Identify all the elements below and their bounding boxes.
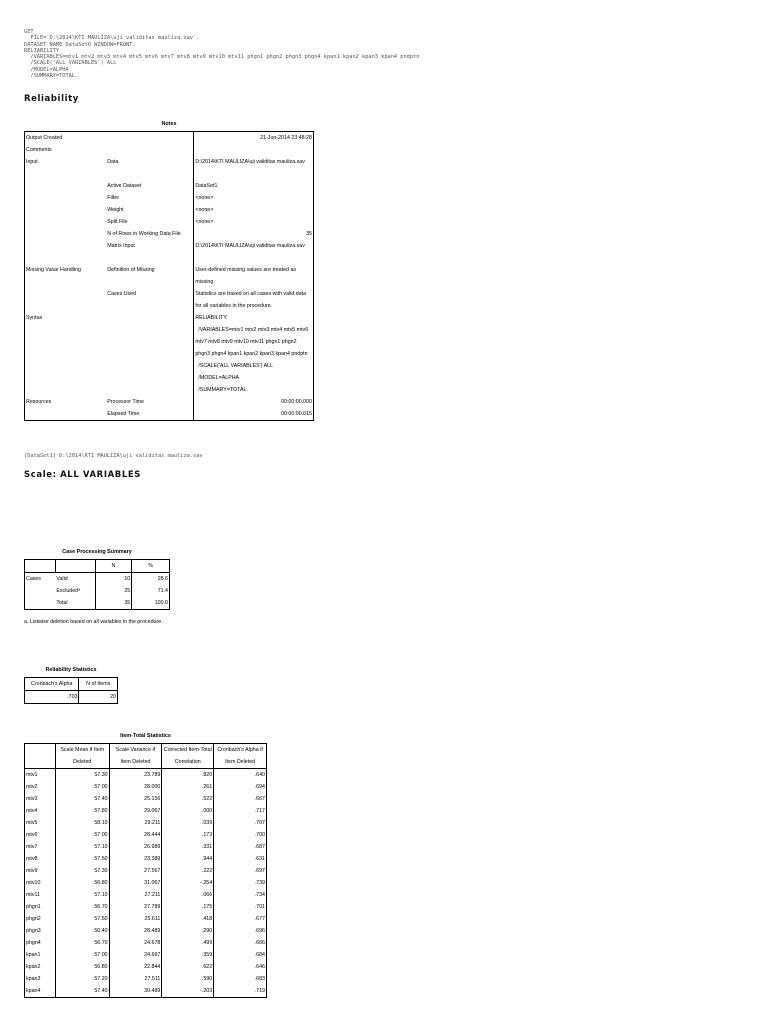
- scale-mean: 57.00: [55, 829, 109, 841]
- notes-category: [25, 192, 107, 204]
- scale-variance: 25.156: [109, 793, 162, 805]
- corrected-correlation: .622: [162, 961, 214, 973]
- syntax-line: GET: [24, 29, 34, 35]
- scale-variance: 26.989: [109, 841, 162, 853]
- notes-row: [25, 132, 314, 145]
- notes-row: [25, 180, 314, 192]
- case-pct: 28.6: [132, 573, 170, 586]
- item-name: phgn1: [25, 901, 56, 913]
- scale-variance: 29.211: [109, 817, 162, 829]
- corrected-correlation: .359: [162, 949, 214, 961]
- alpha-if-deleted: .677: [214, 913, 267, 925]
- notes-row: [25, 192, 314, 204]
- notes-row: [25, 240, 314, 264]
- scale-variance: 28.444: [109, 829, 162, 841]
- notes-value: 35: [194, 228, 314, 240]
- item-name: mtv1: [25, 769, 56, 782]
- alpha-if-deleted: .631: [214, 853, 267, 865]
- case-processing-title: Case Processing Summary: [62, 549, 132, 555]
- header-n: N: [95, 560, 132, 573]
- case-row: [25, 597, 170, 610]
- syntax-line: FILE='D:\2014\KTI MAULIZA\uji validitas mauliza.sav'.: [24, 35, 200, 42]
- item-row: [25, 793, 267, 805]
- notes-category: Output Created: [25, 132, 107, 145]
- scale-variance: 27.211: [109, 889, 162, 901]
- alpha-if-deleted: .734: [214, 889, 267, 901]
- corrected-correlation: .000: [162, 805, 214, 817]
- notes-item: N of Rows in Working Data File: [107, 231, 181, 237]
- item-name: phgn3: [25, 925, 56, 937]
- notes-table: [24, 131, 314, 421]
- corrected-correlation: .331: [162, 841, 214, 853]
- notes-category: [25, 408, 107, 421]
- scale-mean: 56.70: [55, 937, 109, 949]
- case-group: Cases: [25, 573, 56, 586]
- alpha-if-deleted: .707: [214, 817, 267, 829]
- scale-mean: 57.10: [55, 889, 109, 901]
- scale-mean: 56.80: [55, 961, 109, 973]
- notes-value: 21-Jun-2014 23:48:28: [194, 132, 314, 145]
- item-row: [25, 949, 267, 961]
- scale-variance: 25.611: [109, 913, 162, 925]
- case-processing-table: [24, 559, 170, 610]
- item-name: mtv6: [25, 829, 56, 841]
- alpha-if-deleted: .684: [214, 949, 267, 961]
- alpha-if-deleted: .646: [214, 961, 267, 973]
- case-n: 10: [95, 573, 132, 586]
- syntax-line: RELIABILITY: [24, 47, 60, 54]
- corrected-correlation: -.254: [162, 877, 214, 889]
- notes-item: Processor Time: [107, 399, 144, 405]
- item-total-table: [24, 743, 267, 998]
- notes-category: [25, 216, 107, 228]
- scale-mean: 57.40: [55, 985, 109, 998]
- notes-item: [106, 132, 194, 145]
- scale-variance: 24.667: [109, 949, 162, 961]
- corrected-correlation: -.203: [162, 985, 214, 998]
- item-name: mtv9: [25, 865, 56, 877]
- header-n-items: N of Items: [79, 678, 118, 691]
- notes-value: RELIABILITY /VARIABLES=mtv1 mtv2 mtv3 mtv4 mtv5 mtv6 mtv7 mtv8 mtv9 mtv10 mtv11 phgn1 phgn2 phgn3 phgn4 kpan1 kpan2 kpan3 kpan4 pndptn /SCALE('ALL VARIABLES') ALL /MODEL=ALPHA /SUMMARY=TOTAL.: [194, 312, 314, 396]
- scale-mean: 56.70: [55, 901, 109, 913]
- notes-item: Definition of Missing: [107, 267, 155, 273]
- scale-variance: 27.789: [109, 901, 162, 913]
- reliability-heading: Reliability: [24, 94, 79, 104]
- item-name: kpan2: [25, 961, 56, 973]
- notes-value: User-defined missing values are treated as missing.: [194, 264, 314, 288]
- header-blank: [25, 560, 56, 573]
- alpha-if-deleted: .640: [214, 769, 267, 782]
- corrected-correlation: .222: [162, 865, 214, 877]
- scale-variance: 28.489: [109, 925, 162, 937]
- scale-mean: 57.30: [55, 865, 109, 877]
- notes-value: [194, 144, 314, 156]
- item-name: mtv8: [25, 853, 56, 865]
- alpha-if-deleted: .696: [214, 925, 267, 937]
- corrected-correlation: .261: [162, 781, 214, 793]
- alpha-if-deleted: .739: [214, 877, 267, 889]
- scale-variance: 27.511: [109, 973, 162, 985]
- case-label: Valid: [56, 576, 68, 582]
- alpha-if-deleted: .667: [214, 793, 267, 805]
- notes-category: [25, 240, 107, 264]
- alpha-if-deleted: .666: [214, 937, 267, 949]
- item-total-title: Item-Total Statistics: [120, 733, 171, 739]
- scale-mean: 58.10: [55, 817, 109, 829]
- item-name: kpan3: [25, 973, 56, 985]
- scale-variance: 22.844: [109, 961, 162, 973]
- case-label: Total: [55, 597, 95, 610]
- item-row: [25, 829, 267, 841]
- corrected-correlation: .590: [162, 973, 214, 985]
- header-pct: %: [132, 560, 170, 573]
- item-name: mtv10: [25, 877, 56, 889]
- corrected-correlation: .820: [162, 769, 214, 782]
- item-row: [25, 937, 267, 949]
- notes-category: Input: [25, 156, 107, 180]
- item-row: [25, 805, 267, 817]
- notes-category: [25, 288, 107, 312]
- scale-variance: 31.067: [109, 877, 162, 889]
- notes-value: D:\2014\KTI MAULIZA\uji validitas mauliza.sav: [194, 156, 314, 180]
- notes-item: Filter: [107, 195, 119, 201]
- notes-item: Elapsed Time: [106, 408, 194, 421]
- case-row: [25, 585, 170, 597]
- alpha-if-deleted: .701: [214, 901, 267, 913]
- case-row: [25, 573, 170, 586]
- notes-item: Cases Used: [107, 291, 137, 297]
- item-name: kpan4: [25, 985, 56, 998]
- corrected-correlation: .944: [162, 853, 214, 865]
- item-row: [25, 877, 267, 889]
- alpha-if-deleted: .700: [214, 829, 267, 841]
- notes-value: 00:00:00.015: [194, 408, 314, 421]
- notes-category: Syntax: [25, 312, 107, 396]
- syntax-line: /MODEL=ALPHA: [24, 66, 69, 73]
- header-cronbach-alpha: Cronbach's Alpha: [25, 678, 79, 691]
- scale-mean: 57.50: [55, 853, 109, 865]
- notes-row: [25, 216, 314, 228]
- header-alpha-if-deleted: Cronbach's Alpha if Item Deleted: [214, 744, 267, 769]
- alpha-if-deleted: .717: [214, 805, 267, 817]
- reliability-stats-table: [24, 677, 118, 704]
- corrected-correlation: .173: [162, 829, 214, 841]
- case-pct: 100.0: [132, 597, 170, 610]
- corrected-correlation: .039: [162, 817, 214, 829]
- item-name: phgn4: [25, 937, 56, 949]
- notes-category: [25, 204, 107, 216]
- n-items-value: 20: [79, 691, 118, 704]
- notes-row: [25, 312, 314, 396]
- case-group: [25, 597, 56, 610]
- item-row: [25, 925, 267, 937]
- notes-category: Comments: [25, 144, 107, 156]
- corrected-correlation: .290: [162, 925, 214, 937]
- case-label: Excludedᵃ: [56, 588, 81, 594]
- notes-title: Notes: [161, 121, 177, 127]
- case-pct: 71.4: [132, 585, 170, 597]
- item-row: [25, 769, 267, 782]
- notes-value: 00:00:00.000: [194, 396, 314, 408]
- cronbach-alpha-value: .703: [25, 691, 79, 704]
- item-name: mtv2: [25, 781, 56, 793]
- scale-mean: 57.40: [55, 793, 109, 805]
- item-row: [25, 985, 267, 998]
- notes-item: Weight: [107, 207, 124, 213]
- header-scale-mean: Scale Mean if Item Deleted: [55, 744, 109, 769]
- alpha-if-deleted: .683: [214, 973, 267, 985]
- scale-variance: 23.789: [109, 769, 162, 782]
- scale-mean: 57.80: [55, 805, 109, 817]
- scale-variance: 29.067: [109, 805, 162, 817]
- notes-value: DataSet1: [194, 180, 314, 192]
- notes-item: Active Dataset: [107, 183, 142, 189]
- header-corrected-correlation: Corrected Item-Total Correlation: [162, 744, 214, 769]
- item-row: [25, 865, 267, 877]
- syntax-line: /SCALE('ALL VARIABLES') ALL: [24, 60, 117, 67]
- case-n: 35: [95, 597, 132, 610]
- notes-row: [25, 228, 314, 240]
- notes-category: [25, 180, 107, 192]
- scale-variance: 28.000: [109, 781, 162, 793]
- item-name: mtv3: [25, 793, 56, 805]
- scale-variance: 24.678: [109, 937, 162, 949]
- item-name: mtv4: [25, 805, 56, 817]
- notes-value: <none>: [194, 204, 314, 216]
- item-name: mtv11: [25, 889, 56, 901]
- scale-mean: 57.20: [55, 973, 109, 985]
- reliability-stats-title: Reliability Statistics: [45, 667, 97, 673]
- notes-item: Data: [107, 159, 119, 165]
- item-row: [25, 841, 267, 853]
- scale-variance: 23.389: [109, 853, 162, 865]
- notes-row: [25, 156, 314, 180]
- scale-mean: 56.40: [55, 925, 109, 937]
- scale-mean: 57.10: [55, 841, 109, 853]
- item-row: [25, 853, 267, 865]
- item-row: [25, 781, 267, 793]
- notes-row: [25, 204, 314, 216]
- scale-variance: 27.567: [109, 865, 162, 877]
- item-row: [25, 961, 267, 973]
- notes-item: Split File: [107, 219, 128, 225]
- notes-category: Resources: [25, 396, 107, 408]
- notes-value: Statistics are based on all cases with valid data for all variables in the procedure.: [194, 288, 314, 312]
- dataset-line: [DataSet1] D:\2014\KTI MAULIZA\uji validitas mauliza.sav: [24, 453, 203, 459]
- item-row: [25, 913, 267, 925]
- notes-item: [106, 144, 194, 156]
- syntax-line: DATASET NAME DataSet0 WINDOW=FRONT.: [24, 41, 136, 48]
- header-blank: [55, 560, 95, 573]
- scale-mean: 56.80: [55, 877, 109, 889]
- scale-mean: 57.00: [55, 949, 109, 961]
- notes-item: Matrix Input: [107, 243, 135, 249]
- corrected-correlation: .418: [162, 913, 214, 925]
- syntax-block: [24, 29, 419, 79]
- item-name: kpan1: [25, 949, 56, 961]
- scale-mean: 57.30: [55, 769, 109, 782]
- syntax-line: /VARIABLES=mtv1 mtv2 mtv3 mtv4 mtv5 mtv6 mtv7 mtv8 mtv9 mtv10 mtv11 phgn1 phgn2 phgn3 phgn4 kpan1 kpan2 kpan3 kpan4 pndptn: [24, 54, 420, 61]
- notes-category: Missing Value Handling: [25, 264, 107, 288]
- item-name: phgn2: [25, 913, 56, 925]
- alpha-if-deleted: .694: [214, 781, 267, 793]
- scale-mean: 57.50: [55, 913, 109, 925]
- notes-row: [25, 408, 314, 421]
- notes-value: <none>: [194, 216, 314, 228]
- notes-category: [25, 228, 107, 240]
- corrected-correlation: .499: [162, 937, 214, 949]
- notes-value: <none>: [194, 192, 314, 204]
- header-blank: [25, 744, 56, 769]
- item-name: mtv7: [25, 841, 56, 853]
- notes-item: [106, 312, 194, 396]
- alpha-if-deleted: .697: [214, 865, 267, 877]
- item-row: [25, 817, 267, 829]
- item-row: [25, 901, 267, 913]
- case-processing-footnote: a. Listwise deletion based on all variables in the procedure.: [24, 619, 163, 625]
- alpha-if-deleted: .687: [214, 841, 267, 853]
- case-n: 25: [95, 585, 132, 597]
- scale-mean: 57.00: [55, 781, 109, 793]
- corrected-correlation: .066: [162, 889, 214, 901]
- corrected-correlation: .175: [162, 901, 214, 913]
- notes-row: [25, 264, 314, 288]
- syntax-line: /SUMMARY=TOTAL.: [24, 73, 79, 80]
- item-row: [25, 973, 267, 985]
- header-scale-variance: Scale Variance if Item Deleted: [109, 744, 162, 769]
- notes-row: [25, 396, 314, 408]
- item-row: [25, 889, 267, 901]
- scale-heading: Scale: ALL VARIABLES: [24, 470, 141, 480]
- case-group: [25, 585, 56, 597]
- alpha-if-deleted: .719: [214, 985, 267, 998]
- notes-row: [25, 288, 314, 312]
- scale-variance: 30.489: [109, 985, 162, 998]
- notes-value: D:\2014\KTI MAULIZA\uji validitas mauliza.sav: [194, 240, 314, 264]
- item-name: mtv5: [25, 817, 56, 829]
- notes-row: [25, 144, 314, 156]
- corrected-correlation: .522: [162, 793, 214, 805]
